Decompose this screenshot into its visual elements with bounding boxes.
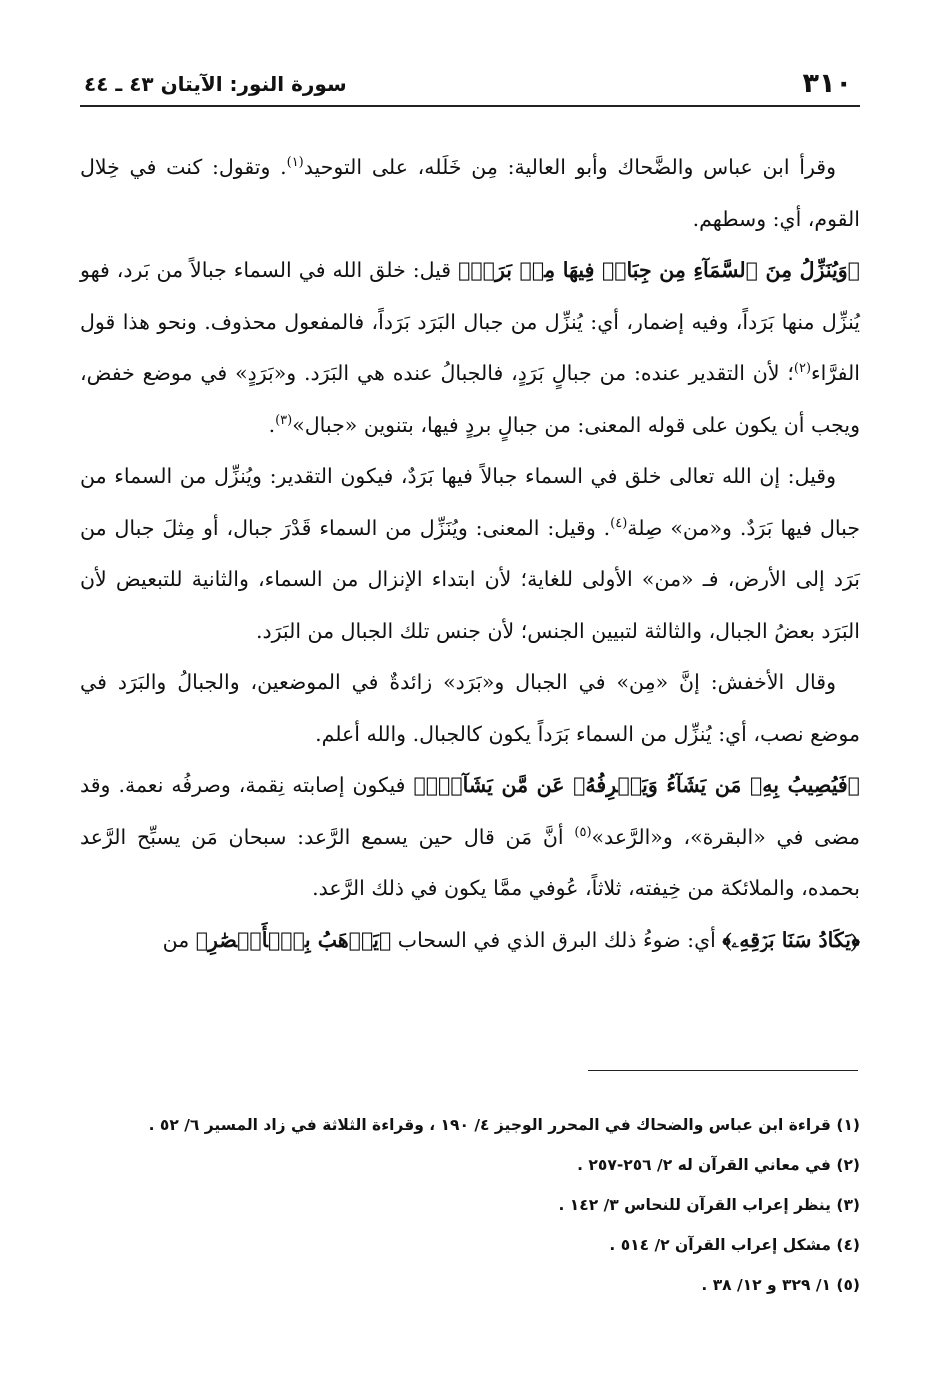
paragraph-text: وقيل: إن الله تعالى خلق في السماء جبالاً فيها بَرَدٌ، فيكون التقدير: ويُنزِّل من السماء من جبال فيها بَرَدٌ. و«من» صِلة bbox=[80, 464, 860, 540]
footnote-marker: (١) bbox=[286, 155, 304, 171]
footnote-5: (٥) ١/ ٣٢٩ و ١٢/ ٣٨ . bbox=[701, 1276, 860, 1294]
footnote-marker: (٣) bbox=[275, 412, 293, 428]
footnote-marker: (٥) bbox=[574, 824, 592, 840]
footnote-4: (٤) مشكل إعراب القرآن ٢/ ٥١٤ . bbox=[609, 1236, 860, 1254]
quran-verse: ﴿يَكَادُ سَنَا بَرۡقِهِۦ﴾ bbox=[722, 927, 860, 952]
paragraph-6 bbox=[80, 915, 860, 967]
main-text bbox=[80, 142, 860, 966]
paragraph-text: ؛ لأن التقدير عنده: من جبالٍ بَرَدٍ، فالجبالُ عنده هي البَرَد. و«بَرَدٍ» في موضع خفض، ويجب أن يكون على قوله المعنى: من جبالٍ بردٍ فيها، بتنوين «جبال» bbox=[80, 361, 860, 437]
quran-verse: ﴿وَيُنَزِّلُ مِنَ ٱلسَّمَآءِ مِن جِبَالٖ فِيهَا مِنۢ بَرَدٖ﴾ bbox=[458, 258, 860, 282]
paragraph-3 bbox=[80, 451, 860, 657]
paragraph-text: وقال الأخفش: إنَّ «مِن» في الجبال و«بَرَد» زائدةٌ في الموضعين، والجبالُ والبَرَد في موضع نصب، أي: يُنزِّل من السماء بَرَداً يكون كالجبال. والله أعلم. bbox=[80, 670, 860, 746]
paragraph-text: أي: ضوءُ ذلك البرق الذي في السحاب bbox=[391, 927, 723, 952]
footnote-separator bbox=[588, 1070, 858, 1071]
paragraph-text: . وتقول: كنت في خِلال القوم، أي: وسطهم. bbox=[80, 155, 860, 231]
paragraph-text: . bbox=[268, 412, 276, 437]
paragraph-2 bbox=[80, 245, 860, 451]
paragraph-text: أنَّ مَن قال حين يسمع الرَّعد: سبحان مَن يسبِّح الرَّعد بحمده، والملائكة من خِيفته، ثلاثاً، عُوفي ممَّا يكون في ذلك الرَّعد. bbox=[80, 824, 860, 900]
paragraph-text: من bbox=[162, 927, 196, 952]
paragraph-1 bbox=[80, 142, 860, 245]
page-number: ٣١٠ bbox=[802, 68, 852, 99]
paragraph-text: فيكون إصابته نِقمة، وصرفُه نعمة. وقد مضى في «البقرة»، و«الرَّعد» bbox=[80, 773, 860, 849]
footnote-marker: (٤) bbox=[610, 515, 628, 531]
paragraph-text: وقرأ ابن عباس والضَّحاك وأبو العالية: مِن خَلَله، على التوحيد bbox=[303, 155, 836, 179]
footnote-marker: (٢) bbox=[793, 361, 812, 377]
header-rule bbox=[80, 105, 860, 107]
footnote-3: (٣) ينظر إعراب القرآن للنحاس ٣/ ١٤٢ . bbox=[558, 1196, 860, 1214]
page-header bbox=[78, 66, 860, 102]
running-title: سورة النور: الآيتان ٤٣ ـ ٤٤ bbox=[84, 72, 347, 96]
paragraph-text: . وقيل: المعنى: ويُنَزِّل من السماء قَدْرَ جبال، أو مِثلَ جبال من بَرَد إلى الأرض، فـ «من» الأولى للغاية؛ لأن ابتداء الإنزال من السماء، والثانية للتبعيض لأن البَرَد بعضُ الجبال، والثالثة لتبيين الجنس؛ لأن جنس تلك الجبال من البَرَد. bbox=[80, 515, 860, 643]
paragraph-5 bbox=[80, 760, 860, 915]
footnote-1: (١) قراءة ابن عباس والضحاك في المحرر الوجيز ٤/ ١٩٠ ، وقراءة الثلاثة في زاد المسير ٦/ ٥٢ . bbox=[148, 1116, 860, 1134]
footnotes bbox=[80, 1105, 860, 1305]
quran-verse: ﴿فَيُصِيبُ بِهِۦ مَن يَشَآءُ وَيَصۡرِفُهُۥ عَن مَّن يَشَآءُۖ﴾ bbox=[413, 773, 860, 797]
quran-verse: ﴿يَذۡهَبُ بِٱلۡأَبۡصَٰرِ﴾ bbox=[195, 927, 392, 952]
footnote-2: (٢) في معاني القرآن له ٢/ ٢٥٦-٢٥٧ . bbox=[577, 1156, 860, 1174]
paragraph-4 bbox=[80, 657, 860, 760]
paragraph-text: قيل: خلق الله في السماء جبالاً من بَرد، فهو يُنزِّل منها بَرَداً، وفيه إضمار، أي: يُنزِّل من جبال البَرَد بَرَداً، فالمفعول محذوف. ونحو هذا قول الفرَّاء bbox=[80, 258, 860, 385]
